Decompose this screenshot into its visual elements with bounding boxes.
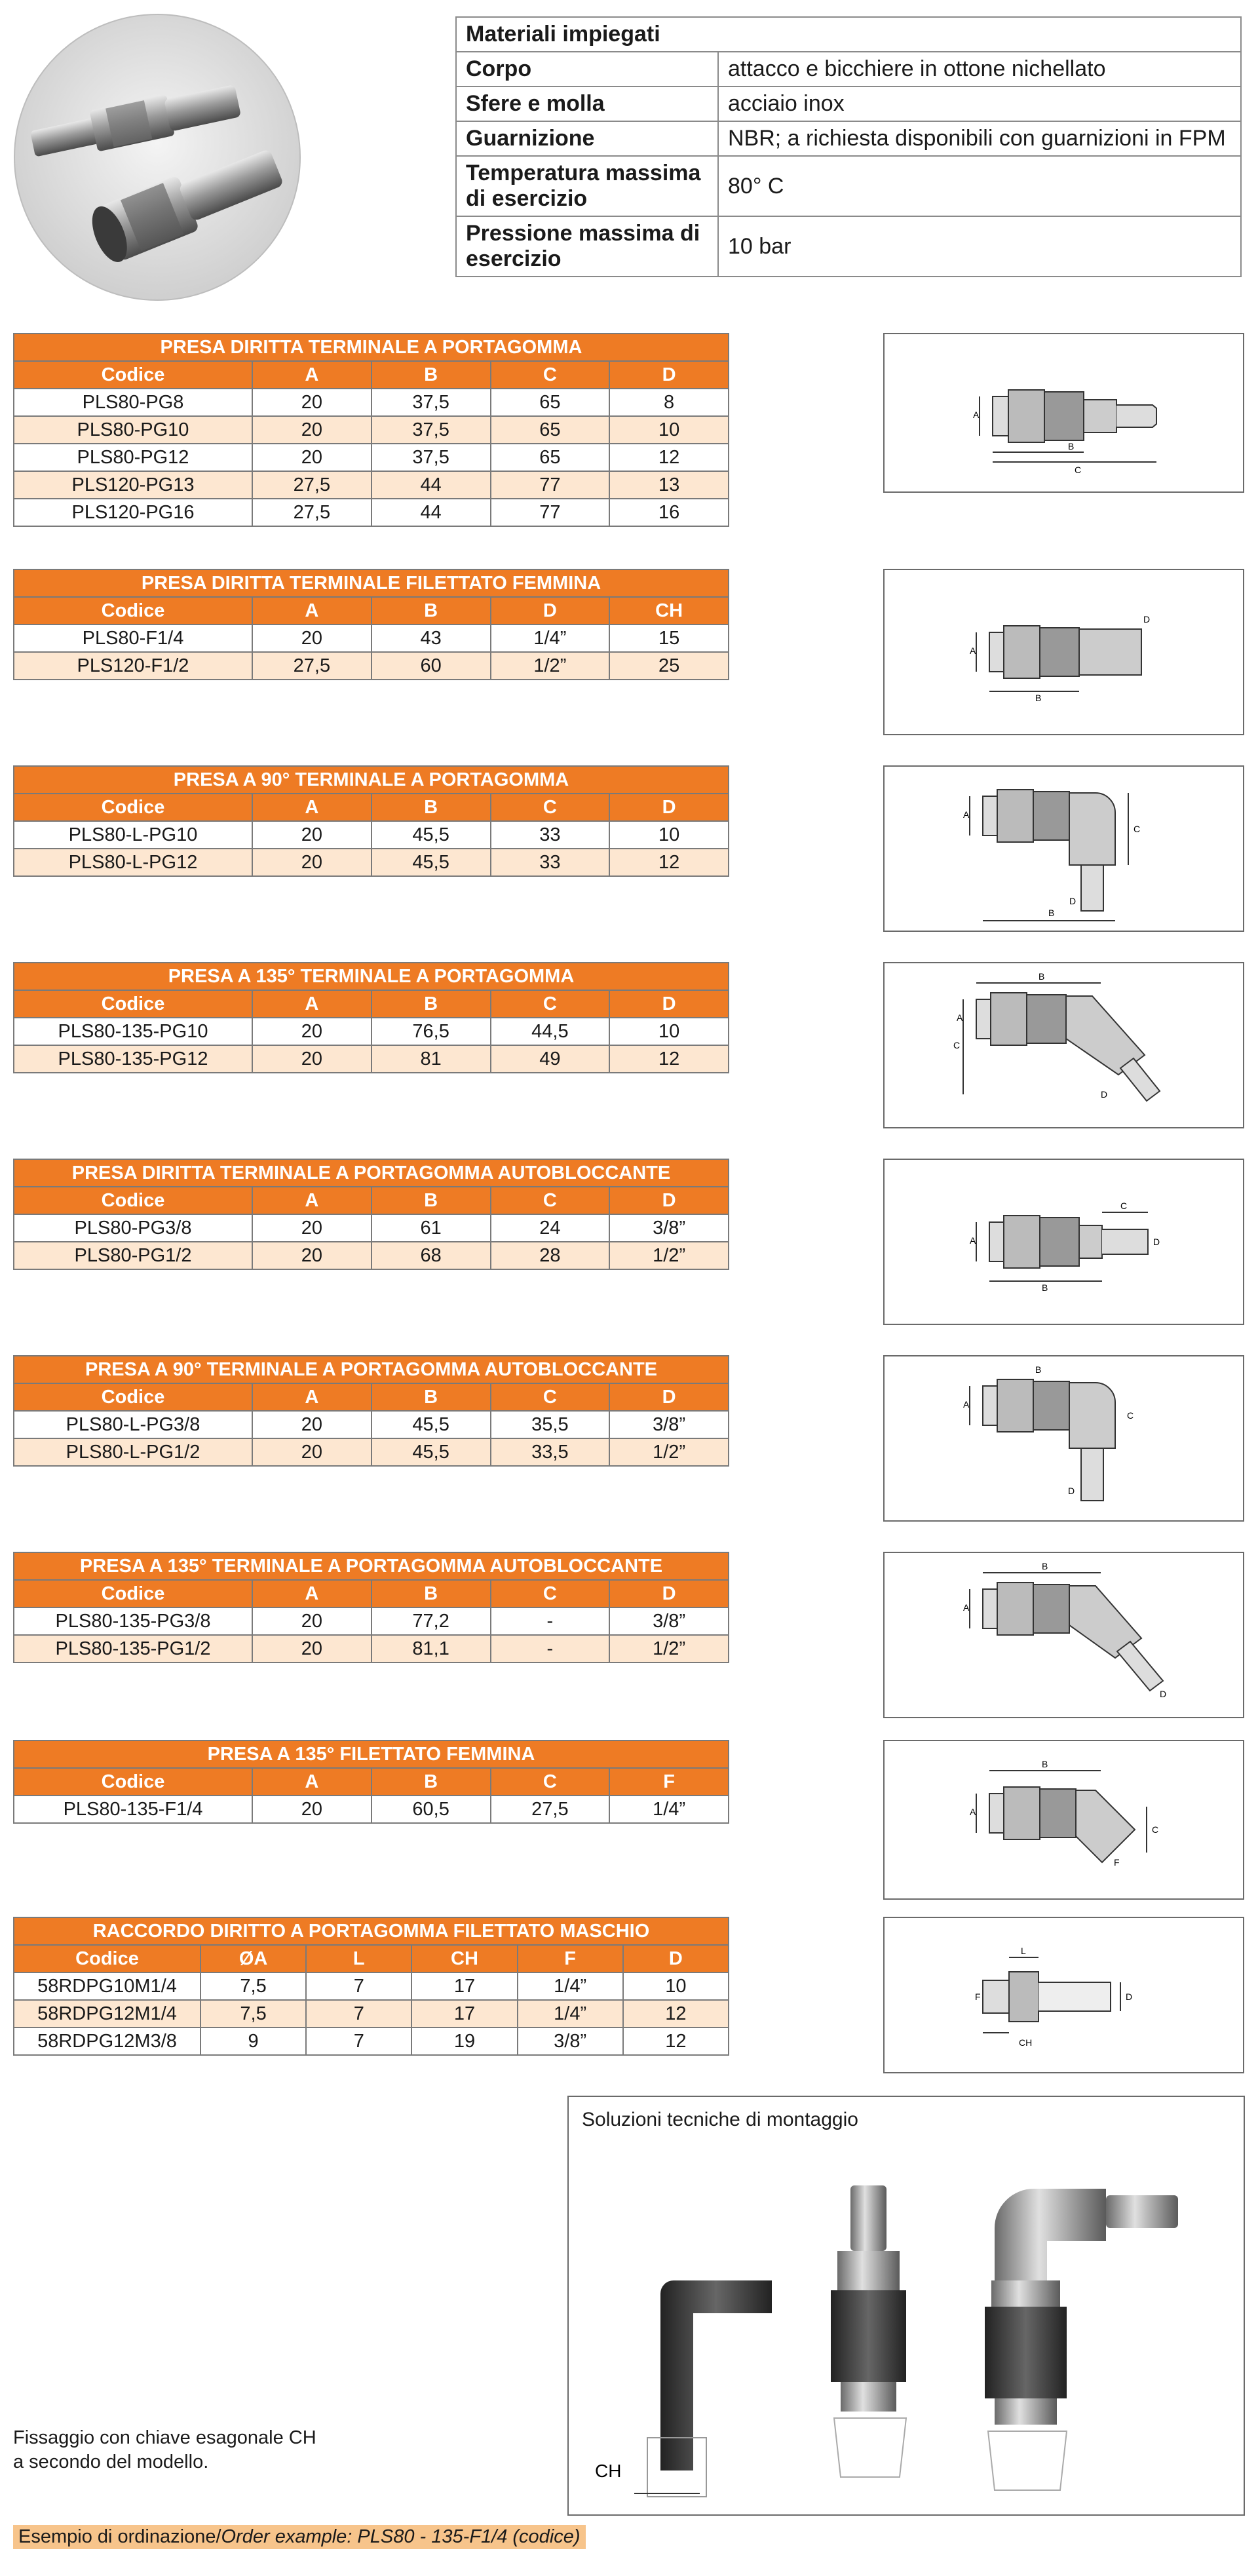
- cell: 12: [609, 444, 729, 471]
- dim-label: B: [1039, 971, 1045, 982]
- cell-code: PLS80-135-F1/4: [14, 1796, 252, 1823]
- cell: 3/8”: [518, 2028, 623, 2055]
- table-row: [14, 499, 729, 526]
- cell: 20: [252, 625, 372, 652]
- cell: 1/4”: [491, 625, 610, 652]
- col-header: C: [491, 361, 610, 389]
- cell: 20: [252, 821, 372, 849]
- table-row: [14, 389, 729, 416]
- drawing-90-hose: [883, 765, 1244, 932]
- cell: 1/2”: [609, 1438, 729, 1466]
- dim-label: D: [1160, 1689, 1167, 1699]
- cell: 9: [200, 2028, 306, 2055]
- cell: 33,5: [491, 1438, 610, 1466]
- table-row: [14, 1438, 729, 1466]
- col-header: F: [518, 1945, 623, 1972]
- table-row: [14, 1796, 729, 1823]
- cell: 1/2”: [609, 1635, 729, 1663]
- cell: 76,5: [372, 1018, 491, 1045]
- col-header: CH: [411, 1945, 517, 1972]
- col-header: Codice: [14, 1187, 252, 1214]
- col-header: B: [372, 794, 491, 821]
- materials-title: Materiali impiegati: [456, 17, 1241, 52]
- col-header: B: [372, 990, 491, 1018]
- cell: 20: [252, 849, 372, 876]
- drawing-straight-autolock: [883, 1159, 1244, 1325]
- cell: 27,5: [252, 471, 372, 499]
- cell: 45,5: [372, 1438, 491, 1466]
- cell: 20: [252, 389, 372, 416]
- cell: 20: [252, 1438, 372, 1466]
- cell: 81,1: [372, 1635, 491, 1663]
- table-title: PRESA A 90° TERMINALE A PORTAGOMMA: [14, 766, 729, 794]
- table-row: [14, 625, 729, 652]
- cell: 1/4”: [518, 2000, 623, 2028]
- cell: 12: [609, 1045, 729, 1073]
- col-header: C: [491, 1187, 610, 1214]
- cell: 44: [372, 471, 491, 499]
- table-row: [14, 1045, 729, 1073]
- table-row: [14, 1018, 729, 1045]
- cell: 20: [252, 444, 372, 471]
- cell: -: [491, 1635, 610, 1663]
- dim-label: F: [1114, 1857, 1120, 1868]
- cell: 7,5: [200, 2000, 306, 2028]
- product-table: [13, 1552, 729, 1663]
- table-row: [14, 1214, 729, 1242]
- dim-label: A: [970, 645, 976, 656]
- cell: 17: [411, 1972, 517, 2000]
- col-header: D: [609, 1580, 729, 1607]
- table-title: PRESA DIRITTA TERMINALE A PORTAGOMMA: [14, 334, 729, 361]
- cell: 12: [623, 2000, 729, 2028]
- cell: 25: [609, 652, 729, 680]
- cell: 3/8”: [609, 1214, 729, 1242]
- cell: 44: [372, 499, 491, 526]
- col-header: Codice: [14, 1580, 252, 1607]
- cell: 68: [372, 1242, 491, 1269]
- material-value: 10 bar: [718, 216, 1241, 277]
- col-header: D: [609, 990, 729, 1018]
- cell: 27,5: [252, 652, 372, 680]
- cell: 45,5: [372, 849, 491, 876]
- table-row: [14, 2028, 729, 2055]
- col-header: Codice: [14, 990, 252, 1018]
- cell: -: [491, 1607, 610, 1635]
- product-table: [13, 1917, 729, 2056]
- dim-label: A: [957, 1012, 963, 1023]
- material-key: Temperatura massima di esercizio: [456, 156, 718, 216]
- order-label: Esempio di ordinazione/: [18, 2526, 221, 2547]
- table-row: [14, 1607, 729, 1635]
- cell-code: PLS80-PG1/2: [14, 1242, 252, 1269]
- col-header: D: [609, 794, 729, 821]
- cell: 37,5: [372, 444, 491, 471]
- cell: 13: [609, 471, 729, 499]
- product-table: [13, 1355, 729, 1467]
- col-header: B: [372, 361, 491, 389]
- dim-label: B: [1042, 1759, 1048, 1769]
- col-header: C: [491, 1383, 610, 1411]
- col-header: Codice: [14, 597, 252, 625]
- table-row: [14, 2000, 729, 2028]
- material-key: Guarnizione: [456, 121, 718, 156]
- col-header: B: [372, 1383, 491, 1411]
- col-header: D: [609, 1383, 729, 1411]
- table-title: PRESA A 135° TERMINALE A PORTAGOMMA: [14, 963, 729, 990]
- cell: 37,5: [372, 389, 491, 416]
- col-header: Codice: [14, 794, 252, 821]
- cell-code: PLS80-135-PG3/8: [14, 1607, 252, 1635]
- col-header: D: [623, 1945, 729, 1972]
- cell-code: PLS120-PG16: [14, 499, 252, 526]
- dim-label: A: [963, 809, 970, 820]
- cell: 65: [491, 416, 610, 444]
- cell: 10: [623, 1972, 729, 2000]
- col-header: Codice: [14, 361, 252, 389]
- cell-code: 58RDPG10M1/4: [14, 1972, 200, 2000]
- cell-code: 58RDPG12M1/4: [14, 2000, 200, 2028]
- cell: 35,5: [491, 1411, 610, 1438]
- cell: 37,5: [372, 416, 491, 444]
- col-header: A: [252, 990, 372, 1018]
- col-header: A: [252, 1768, 372, 1796]
- dim-label: C: [953, 1040, 961, 1050]
- table-title: PRESA DIRITTA TERMINALE FILETTATO FEMMINA: [14, 569, 729, 597]
- dim-label: B: [1035, 1364, 1042, 1375]
- col-header: A: [252, 361, 372, 389]
- dim-label: B: [1042, 1282, 1048, 1293]
- cell: 12: [623, 2028, 729, 2055]
- col-header: A: [252, 1187, 372, 1214]
- cell-code: PLS80-L-PG10: [14, 821, 252, 849]
- order-example: [13, 2525, 586, 2549]
- cell: 28: [491, 1242, 610, 1269]
- table-title: PRESA A 135° FILETTATO FEMMINA: [14, 1740, 729, 1768]
- col-header: B: [372, 1187, 491, 1214]
- product-table: [13, 962, 729, 1073]
- cell: 33: [491, 821, 610, 849]
- table-title: PRESA A 90° TERMINALE A PORTAGOMMA AUTOBLOCCANTE: [14, 1356, 729, 1383]
- table-row: [14, 849, 729, 876]
- col-header: B: [372, 1580, 491, 1607]
- cell: 81: [372, 1045, 491, 1073]
- drawing-straight-female: [883, 569, 1244, 735]
- product-table: [13, 333, 729, 527]
- cell: 20: [252, 1242, 372, 1269]
- drawing-male-fitting: [883, 1917, 1244, 2073]
- cell: 65: [491, 444, 610, 471]
- dim-label: D: [1126, 1991, 1133, 2002]
- cell: 20: [252, 1411, 372, 1438]
- table-title: PRESA DIRITTA TERMINALE A PORTAGOMMA AUTOBLOCCANTE: [14, 1159, 729, 1187]
- dim-label: B: [1048, 908, 1055, 918]
- drawing-135-hose: [883, 962, 1244, 1128]
- cell: 20: [252, 1607, 372, 1635]
- cell-code: PLS80-PG12: [14, 444, 252, 471]
- col-header: A: [252, 794, 372, 821]
- table-row: [14, 1635, 729, 1663]
- dim-label: C: [1120, 1201, 1128, 1211]
- material-value: NBR; a richiesta disponibili con guarnizioni in FPM: [718, 121, 1241, 156]
- cell: 44,5: [491, 1018, 610, 1045]
- order-label-en: Order example: PLS80 - 135-F1/4 (codice): [221, 2526, 581, 2547]
- col-header: F: [609, 1768, 729, 1796]
- dim-label: F: [975, 1991, 981, 2002]
- dim-label: D: [1143, 614, 1151, 625]
- cell: 19: [411, 2028, 517, 2055]
- table-title: RACCORDO DIRITTO A PORTAGOMMA FILETTATO MASCHIO: [14, 1917, 729, 1945]
- product-table: [13, 569, 729, 680]
- mounting-solutions-box: [567, 2096, 1245, 2516]
- table-row: [14, 1411, 729, 1438]
- product-table: [13, 1159, 729, 1270]
- cell: 27,5: [491, 1796, 610, 1823]
- cell-code: PLS120-PG13: [14, 471, 252, 499]
- cell: 49: [491, 1045, 610, 1073]
- cell: 16: [609, 499, 729, 526]
- cell: 3/8”: [609, 1411, 729, 1438]
- cell: 20: [252, 416, 372, 444]
- dim-label: B: [1068, 441, 1075, 452]
- table-row: [14, 471, 729, 499]
- dim-label: A: [963, 1399, 970, 1410]
- cell-code: PLS80-L-PG1/2: [14, 1438, 252, 1466]
- col-header: B: [372, 597, 491, 625]
- fixing-note: [13, 2426, 316, 2474]
- cell: 77: [491, 471, 610, 499]
- cell-code: PLS120-F1/2: [14, 652, 252, 680]
- product-table: [13, 1740, 729, 1824]
- cell: 17: [411, 2000, 517, 2028]
- material-value: acciaio inox: [718, 87, 1241, 121]
- dim-label: CH: [1019, 2037, 1033, 2048]
- cell: 20: [252, 1214, 372, 1242]
- col-header: Codice: [14, 1768, 252, 1796]
- dim-label: C: [1134, 824, 1141, 834]
- cell: 10: [609, 1018, 729, 1045]
- col-header: C: [491, 990, 610, 1018]
- col-header: C: [491, 1580, 610, 1607]
- cell-code: PLS80-PG8: [14, 389, 252, 416]
- note-line: a secondo del modello.: [13, 2451, 209, 2472]
- table-row: [14, 652, 729, 680]
- col-header: B: [372, 1768, 491, 1796]
- cell: 7: [306, 2000, 411, 2028]
- dim-label: D: [1153, 1237, 1160, 1247]
- table-row: [14, 1242, 729, 1269]
- cell: 61: [372, 1214, 491, 1242]
- col-header: CH: [609, 597, 729, 625]
- dim-label: B: [1035, 693, 1042, 703]
- material-value: 80° C: [718, 156, 1241, 216]
- cell-code: PLS80-135-PG1/2: [14, 1635, 252, 1663]
- cell-code: PLS80-L-PG12: [14, 849, 252, 876]
- table-row: [14, 416, 729, 444]
- cell-code: PLS80-PG3/8: [14, 1214, 252, 1242]
- material-key: Corpo: [456, 52, 718, 87]
- dim-label: C: [1152, 1824, 1159, 1835]
- col-header: C: [491, 1768, 610, 1796]
- drawing-135-female: [883, 1740, 1244, 1900]
- table-row: [14, 821, 729, 849]
- dim-label: C: [1127, 1410, 1134, 1421]
- cell: 8: [609, 389, 729, 416]
- materials-table: [455, 16, 1242, 277]
- cell-code: 58RDPG12M3/8: [14, 2028, 200, 2055]
- col-header: D: [609, 1187, 729, 1214]
- note-line: Fissaggio con chiave esagonale CH: [13, 2427, 316, 2448]
- drawing-straight-hose: [883, 333, 1244, 493]
- col-header: ØA: [200, 1945, 306, 1972]
- col-header: D: [491, 597, 610, 625]
- table-title: PRESA A 135° TERMINALE A PORTAGOMMA AUTOBLOCCANTE: [14, 1552, 729, 1580]
- dim-label: A: [970, 1235, 976, 1246]
- col-header: D: [609, 361, 729, 389]
- cell: 15: [609, 625, 729, 652]
- material-key: Pressione massima di esercizio: [456, 216, 718, 277]
- cell: 20: [252, 1635, 372, 1663]
- col-header: A: [252, 597, 372, 625]
- material-key: Sfere e molla: [456, 87, 718, 121]
- col-header: Codice: [14, 1945, 200, 1972]
- cell: 3/8”: [609, 1607, 729, 1635]
- cell: 33: [491, 849, 610, 876]
- cell: 60: [372, 652, 491, 680]
- dim-label: D: [1069, 896, 1077, 906]
- dim-label: A: [970, 1807, 976, 1817]
- cell: 27,5: [252, 499, 372, 526]
- cell-code: PLS80-PG10: [14, 416, 252, 444]
- cell: 45,5: [372, 821, 491, 849]
- col-header: Codice: [14, 1383, 252, 1411]
- cell: 43: [372, 625, 491, 652]
- dim-label: A: [963, 1602, 970, 1613]
- cell: 12: [609, 849, 729, 876]
- table-row: [14, 444, 729, 471]
- cell: 1/2”: [491, 652, 610, 680]
- dim-label: C: [1075, 465, 1082, 475]
- col-header: A: [252, 1580, 372, 1607]
- cell-code: PLS80-F1/4: [14, 625, 252, 652]
- cell: 77: [491, 499, 610, 526]
- cell: 1/4”: [609, 1796, 729, 1823]
- cell: 77,2: [372, 1607, 491, 1635]
- cell: 10: [609, 416, 729, 444]
- cell: 20: [252, 1045, 372, 1073]
- cell: 45,5: [372, 1411, 491, 1438]
- drawing-135-autolock: [883, 1552, 1244, 1718]
- cell: 20: [252, 1796, 372, 1823]
- drawing-90-autolock: [883, 1355, 1244, 1522]
- dim-label: A: [973, 410, 980, 420]
- material-value: attacco e bicchiere in ottone nichellato: [718, 52, 1241, 87]
- product-table: [13, 765, 729, 877]
- cell-code: PLS80-135-PG12: [14, 1045, 252, 1073]
- dim-label: D: [1068, 1486, 1075, 1496]
- col-header: L: [306, 1945, 411, 1972]
- dim-label: L: [1021, 1946, 1026, 1956]
- cell: 1/2”: [609, 1242, 729, 1269]
- ch-label: CH: [595, 2461, 622, 2481]
- dim-label: B: [1042, 1561, 1048, 1571]
- dim-label: D: [1101, 1089, 1108, 1100]
- cell: 7,5: [200, 1972, 306, 2000]
- cell: 7: [306, 1972, 411, 2000]
- col-header: A: [252, 1383, 372, 1411]
- cell: 10: [609, 821, 729, 849]
- product-photo: [13, 13, 301, 301]
- cell: 60,5: [372, 1796, 491, 1823]
- cell: 65: [491, 389, 610, 416]
- col-header: C: [491, 794, 610, 821]
- cell: 7: [306, 2028, 411, 2055]
- mounting-title: Soluzioni tecniche di montaggio: [582, 2109, 858, 2130]
- cell-code: PLS80-135-PG10: [14, 1018, 252, 1045]
- cell-code: PLS80-L-PG3/8: [14, 1411, 252, 1438]
- cell: 1/4”: [518, 1972, 623, 2000]
- table-row: [14, 1972, 729, 2000]
- cell: 20: [252, 1018, 372, 1045]
- cell: 24: [491, 1214, 610, 1242]
